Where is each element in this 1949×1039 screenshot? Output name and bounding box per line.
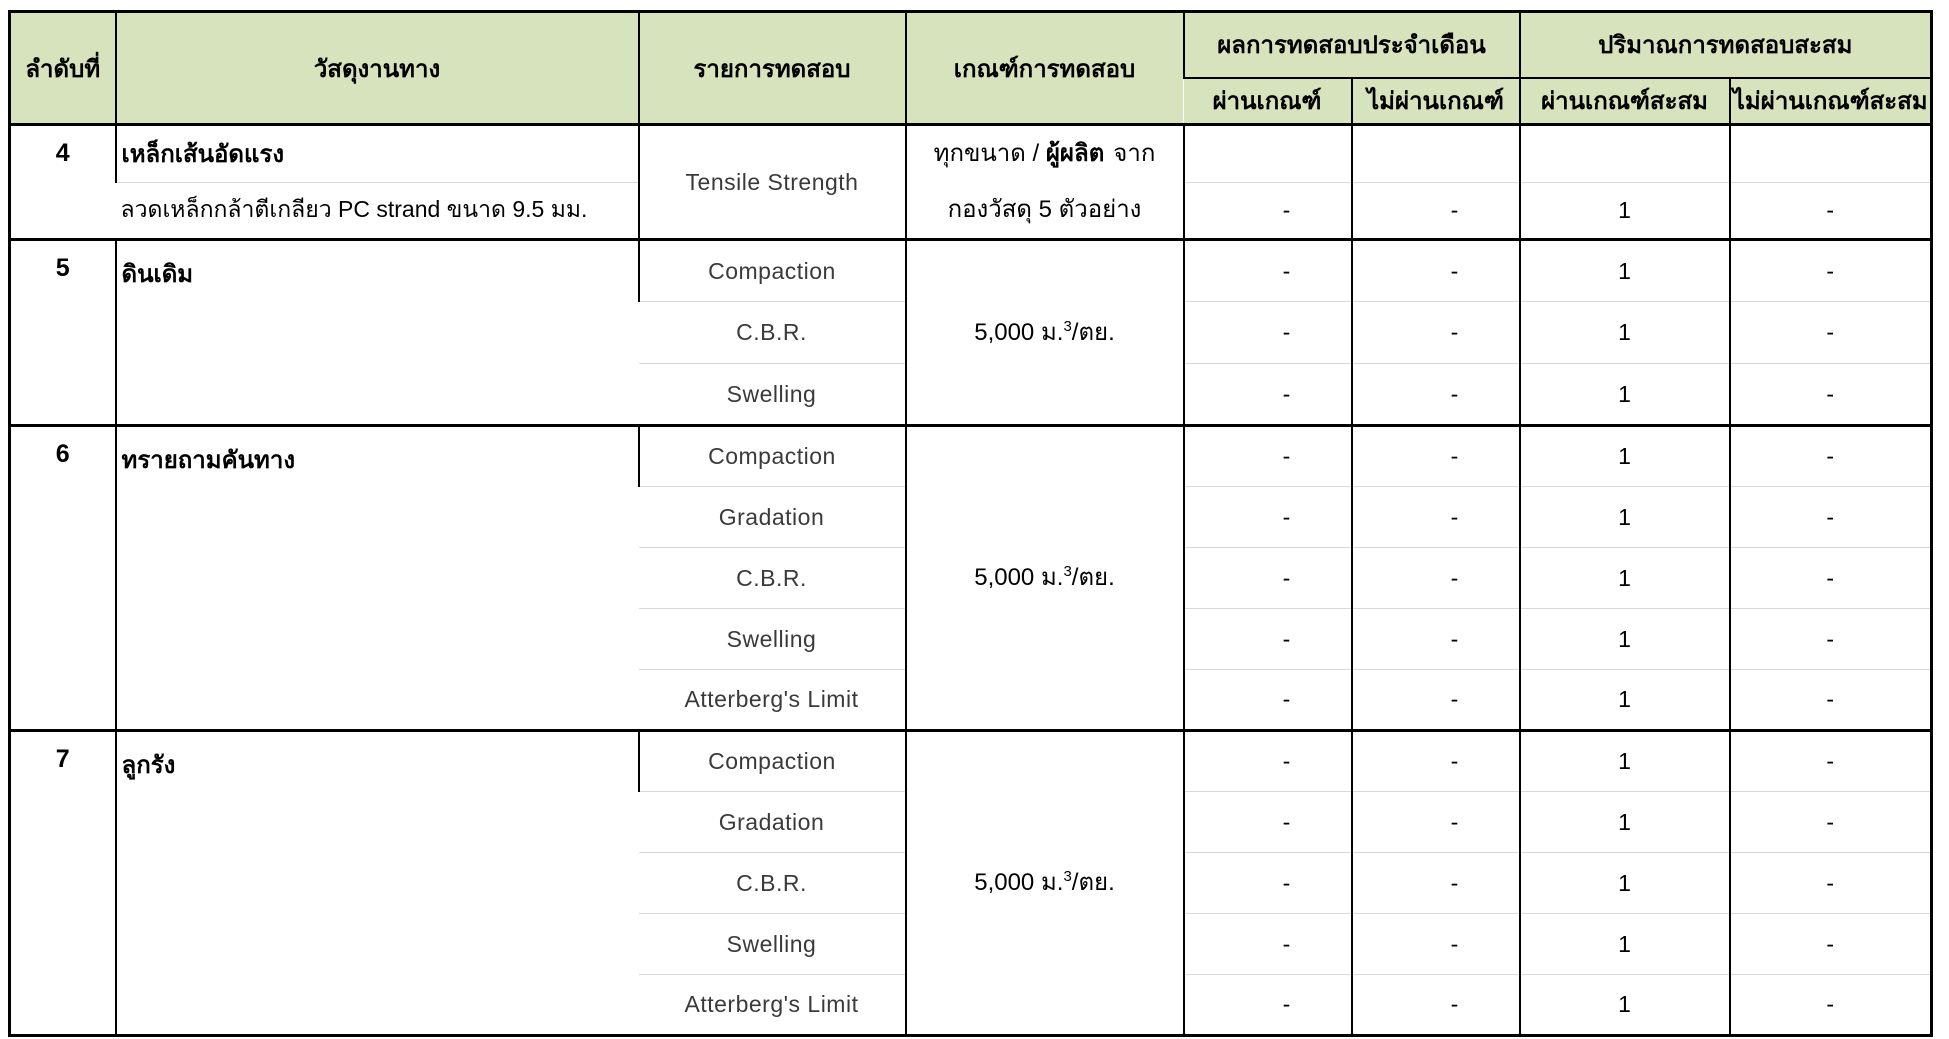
cell-test-name: Gradation (639, 792, 906, 853)
criteria-superscript: 3 (1063, 868, 1072, 885)
cell-test-name: C.B.R. (639, 853, 906, 914)
cell-pass-cumulative: 1 (1520, 548, 1730, 609)
cell-test-name: Swelling (639, 364, 906, 426)
cell-pass: - (1184, 853, 1352, 914)
cell-pass-cumulative: 1 (1520, 182, 1730, 240)
cell-pass: - (1184, 182, 1352, 240)
cell-material: ดินเดิม (116, 240, 639, 426)
criteria-unit: /ตย. (1071, 318, 1115, 346)
cell-test-name: Tensile Strength (639, 125, 906, 240)
cell-order-number: 4 (10, 125, 116, 240)
cell-pass: - (1184, 240, 1352, 302)
criteria-amount: 5,000 ม. (974, 564, 1064, 591)
cell-pass: - (1184, 792, 1352, 853)
cell-pass-cumulative: 1 (1520, 670, 1730, 731)
criteria-line1-bold: ผู้ผลิต (1045, 140, 1105, 167)
cell-fail-cumulative: - (1730, 548, 1932, 609)
cell-pass-cumulative: 1 (1520, 609, 1730, 670)
cell-fail-cumulative (1730, 125, 1932, 183)
cell-test-name: Swelling (639, 914, 906, 975)
cell-fail: - (1352, 609, 1520, 670)
cell-pass-cumulative: 1 (1520, 975, 1730, 1036)
cell-pass: - (1184, 670, 1352, 731)
cell-pass-cumulative: 1 (1520, 487, 1730, 548)
cell-fail: - (1352, 548, 1520, 609)
cell-pass: - (1184, 914, 1352, 975)
criteria-line1-pre: ทุกขนาด / (933, 140, 1046, 167)
cell-test-name: Compaction (639, 426, 906, 487)
cell-fail: - (1352, 302, 1520, 364)
cell-material-line1: เหล็กเส้นอัดแรง (116, 125, 639, 183)
cell-test-name: Atterberg's Limit (639, 670, 906, 731)
cell-fail: - (1352, 670, 1520, 731)
cell-material-line2: ลวดเหล็กกล้าตีเกลียว PC strand ขนาด 9.5 มม. (116, 182, 639, 240)
criteria-unit: /ตย. (1071, 564, 1115, 591)
cell-fail: - (1352, 364, 1520, 426)
criteria-line2: กองวัสดุ 5 ตัวอย่าง (947, 196, 1142, 223)
table-row (10, 731, 1932, 792)
header-material: วัสดุงานทาง (116, 12, 639, 125)
cell-pass: - (1184, 302, 1352, 364)
cell-order-number: 7 (10, 731, 116, 1036)
cell-pass (1184, 125, 1352, 183)
cell-test-name: Atterberg's Limit (639, 975, 906, 1036)
cell-fail: - (1352, 975, 1520, 1036)
cell-pass: - (1184, 609, 1352, 670)
header-fail-cumulative: ไม่ผ่านเกณฑ์สะสม (1730, 78, 1932, 125)
cell-fail-cumulative: - (1730, 609, 1932, 670)
cell-test-name: Compaction (639, 240, 906, 302)
cell-fail-cumulative: - (1730, 240, 1932, 302)
criteria-line1-post: จาก (1113, 140, 1156, 167)
cell-test-name: Swelling (639, 609, 906, 670)
cell-fail: - (1352, 182, 1520, 240)
cell-pass-cumulative (1520, 125, 1730, 183)
cell-pass: - (1184, 975, 1352, 1036)
cell-pass-cumulative: 1 (1520, 240, 1730, 302)
cell-fail-cumulative: - (1730, 731, 1932, 792)
cell-fail: - (1352, 853, 1520, 914)
header-pass-cumulative: ผ่านเกณฑ์สะสม (1520, 78, 1730, 125)
cell-fail: - (1352, 487, 1520, 548)
header-criteria: เกณฑ์การทดสอบ (906, 12, 1184, 125)
cell-pass-cumulative: 1 (1520, 792, 1730, 853)
criteria-superscript: 3 (1063, 563, 1072, 580)
cell-fail-cumulative: - (1730, 792, 1932, 853)
cell-fail: - (1352, 914, 1520, 975)
cell-fail-cumulative: - (1730, 364, 1932, 426)
cell-fail-cumulative: - (1730, 853, 1932, 914)
cell-test-name: C.B.R. (639, 548, 906, 609)
header-group-cumulative-tests: ปริมาณการทดสอบสะสม (1520, 12, 1932, 78)
cell-criteria (906, 426, 1184, 731)
cell-fail-cumulative: - (1730, 182, 1932, 240)
sheet (8, 10, 1933, 1037)
criteria-unit: /ตย. (1071, 869, 1115, 896)
cell-pass-cumulative: 1 (1520, 302, 1730, 364)
cell-test-name: Gradation (639, 487, 906, 548)
cell-fail-cumulative: - (1730, 302, 1932, 364)
header-group-monthly-results: ผลการทดสอบประจำเดือน (1184, 12, 1520, 78)
cell-fail: - (1352, 792, 1520, 853)
cell-order-number: 6 (10, 426, 116, 731)
cell-fail-cumulative: - (1730, 914, 1932, 975)
cell-criteria (906, 240, 1184, 426)
criteria-amount: 5,000 ม. (974, 869, 1064, 896)
cell-fail: - (1352, 731, 1520, 792)
cell-pass-cumulative: 1 (1520, 426, 1730, 487)
cell-fail-cumulative: - (1730, 670, 1932, 731)
cell-pass: - (1184, 364, 1352, 426)
cell-test-name: C.B.R. (639, 302, 906, 364)
cell-pass: - (1184, 548, 1352, 609)
criteria-line1 (907, 126, 1183, 182)
cell-order-number: 5 (10, 240, 116, 426)
cell-test-name: Compaction (639, 731, 906, 792)
cell-fail: - (1352, 426, 1520, 487)
cell-pass-cumulative: 1 (1520, 853, 1730, 914)
cell-fail-cumulative: - (1730, 975, 1932, 1036)
cell-fail: - (1352, 240, 1520, 302)
cell-fail-cumulative: - (1730, 487, 1932, 548)
cell-pass: - (1184, 731, 1352, 792)
criteria-amount: 5,000 ม. (974, 318, 1064, 346)
table-row (10, 240, 1932, 302)
header-pass: ผ่านเกณฑ์ (1184, 78, 1352, 125)
criteria-superscript: 3 (1063, 317, 1072, 335)
header-row-groups (10, 12, 1932, 78)
cell-criteria (906, 731, 1184, 1036)
cell-pass-cumulative: 1 (1520, 364, 1730, 426)
header-fail: ไม่ผ่านเกณฑ์ (1352, 78, 1520, 125)
table-row (10, 426, 1932, 487)
test-results-table (8, 10, 1933, 1037)
cell-pass: - (1184, 426, 1352, 487)
header-test-item: รายการทดสอบ (639, 12, 906, 125)
header-order: ลำดับที่ (10, 12, 116, 125)
cell-criteria (906, 125, 1184, 240)
table-row (10, 125, 1932, 183)
cell-fail-cumulative: - (1730, 426, 1932, 487)
cell-fail (1352, 125, 1520, 183)
cell-pass-cumulative: 1 (1520, 914, 1730, 975)
cell-pass-cumulative: 1 (1520, 731, 1730, 792)
cell-material: ทรายถามคันทาง (116, 426, 639, 731)
cell-material: ลูกรัง (116, 731, 639, 1036)
cell-pass: - (1184, 487, 1352, 548)
